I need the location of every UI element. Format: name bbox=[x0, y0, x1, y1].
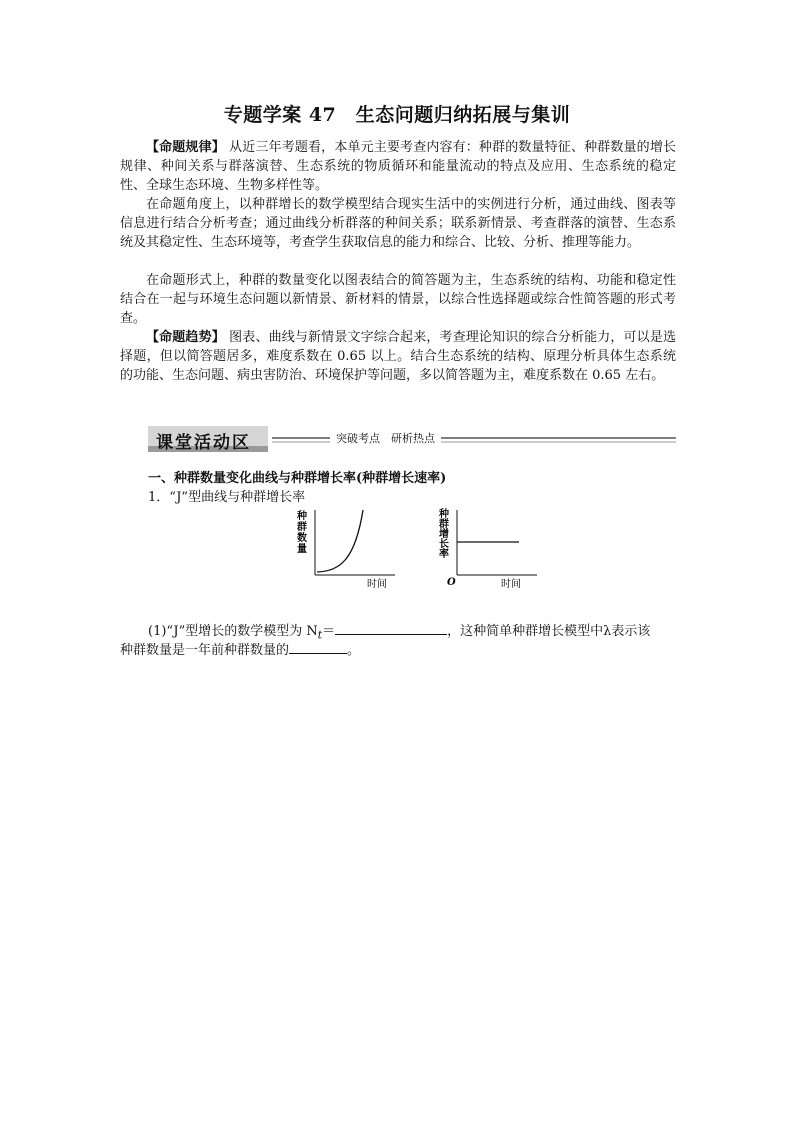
ylabel-char: 种 bbox=[439, 509, 449, 520]
graph-j-curve bbox=[295, 505, 405, 590]
graph-growth-rate bbox=[437, 505, 547, 590]
subscript-t: t bbox=[317, 628, 323, 642]
question-1-text: 种群数量是一年前种群数量的 bbox=[120, 643, 290, 658]
question-1-text: (1)“J”型增长的数学模型为 N bbox=[148, 624, 318, 639]
ylabel-char: 量 bbox=[297, 544, 307, 555]
intro-text-trend: 图表、曲线与新情景文字综合起来，考查理论知识的综合分析能力，可以是选择题，但以简答题居多，难度系数在 0.65 以上。结合生态系统的结构、原理分析具体生态系统的功能、生态问题、病虫害防治、环境保护等问题，多以简答题为主，难度系数在 0.65 左右。 bbox=[120, 330, 676, 383]
intro-tag-rule: 【命题规律】 bbox=[146, 140, 225, 155]
intro-paragraph-1 bbox=[120, 138, 676, 195]
intro-tag-trend: 【命题趋势】 bbox=[146, 330, 225, 345]
question-1-text-tail: ，这种简单种群增长模型中λ表示该 bbox=[447, 624, 651, 639]
j-curve bbox=[317, 510, 363, 572]
page-title: 专题学案 47 生态问题归纳拓展与集训 bbox=[223, 104, 571, 126]
xlabel: 时间 bbox=[367, 579, 387, 590]
banner-subtitle: 突破考点 研析热点 bbox=[330, 430, 441, 446]
banner-label: 课堂活动区 bbox=[156, 433, 251, 453]
ylabel-char: 群 bbox=[297, 522, 307, 533]
intro-text-rule: 从近三年考题看，本单元主要考查内容有：种群的数量特征、种群数量的增长规律、种间关系与群落演替、生态系统的物质循环和能量流动的特点及应用、生态系统的稳定性、全球生态环境、生物多样性等。 bbox=[120, 140, 676, 193]
section1-heading: 一、种群数量变化曲线与种群增长率(种群增长速率) bbox=[148, 471, 447, 486]
ylabel-char: 率 bbox=[439, 549, 449, 560]
ylabel-char: 增 bbox=[439, 529, 449, 540]
intro-paragraph-3: 在命题形式上，种群的数量变化以图表结合的简答题为主，生态系统的结构、功能和稳定性结合在一起与环境生态问题以新情景、新材料的情景，以综合性选择题或综合性简答题的形式考查。 bbox=[120, 273, 676, 326]
origin-label: O bbox=[447, 577, 456, 588]
intro-paragraph-2: 在命题角度上，以种群增长的数学模型结合现实生活中的实例进行分析，通过曲线、图表等信息进行结合分析考查；通过曲线分析群落的种间关系；联系新情景、考查群落的演替、生态系统及其稳定性、生态环境等，考查学生获取信息的能力和综合、比较、分析、推理等能力。 bbox=[120, 197, 676, 250]
answer-blank[interactable] bbox=[289, 639, 347, 654]
question-1-period: 。 bbox=[347, 643, 361, 658]
ylabel-char: 长 bbox=[439, 539, 449, 550]
question-1-line2 bbox=[120, 639, 360, 660]
item1-title: 1．“J”型曲线与种群增长率 bbox=[148, 490, 306, 505]
question-1-equals: ＝ bbox=[322, 624, 336, 639]
ylabel-char: 种 bbox=[297, 511, 307, 522]
intro-paragraph-4 bbox=[120, 328, 676, 385]
ylabel-char: 数 bbox=[297, 533, 307, 544]
ylabel-char: 群 bbox=[439, 519, 449, 530]
xlabel: 时间 bbox=[501, 579, 521, 590]
answer-blank[interactable] bbox=[335, 620, 447, 635]
